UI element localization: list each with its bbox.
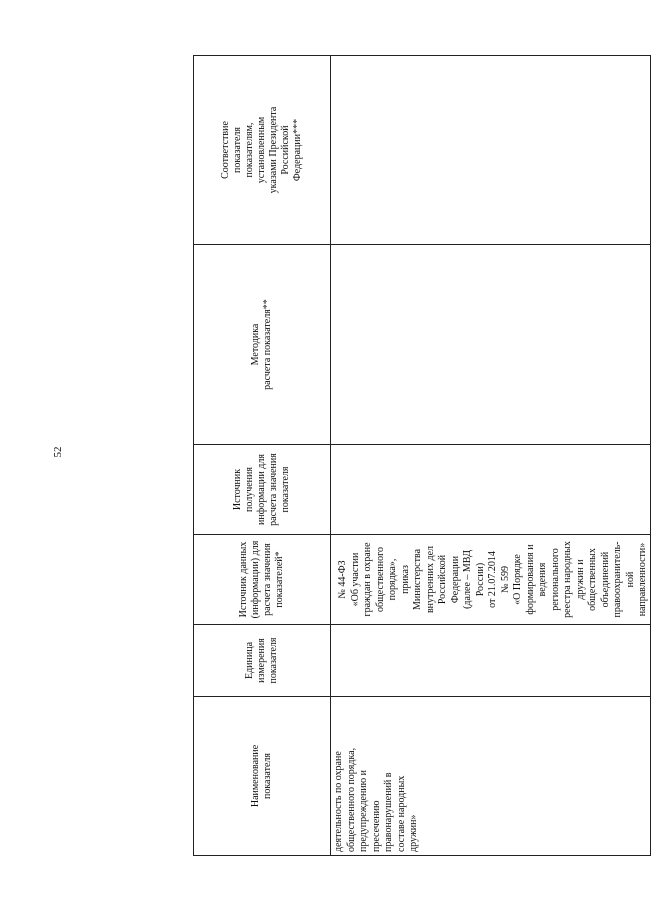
- text-line: измерения: [256, 638, 267, 683]
- header-unit: [194, 625, 331, 697]
- text-line: Российской: [280, 125, 291, 175]
- text-line: установленным: [256, 116, 267, 184]
- text-line: общественного порядка,: [345, 747, 357, 852]
- text-line: пресечению: [370, 800, 382, 852]
- text-line: № 599: [499, 565, 511, 594]
- text-line: внутренних дел: [424, 545, 436, 614]
- text-line: расчета значения: [268, 453, 279, 526]
- text-line: направленности»: [637, 542, 648, 617]
- header-info-source: [194, 445, 331, 535]
- text-line: правонарушений в: [383, 772, 394, 852]
- text-line: Федерации***: [292, 118, 303, 182]
- text-line: России): [474, 562, 486, 597]
- header-indicator-name: [194, 697, 331, 856]
- text-line: Наименование: [250, 744, 261, 808]
- text-line: № 44-ФЗ: [337, 560, 348, 599]
- indicator-table-rotated: [193, 56, 648, 856]
- text-line: ведения: [537, 562, 548, 597]
- text-line: показателя: [268, 637, 279, 684]
- text-line: (информации) для: [250, 540, 261, 619]
- text-line: предупреждению и: [358, 770, 369, 852]
- text-line: Источник: [232, 468, 243, 511]
- text-line: Методика: [250, 323, 261, 366]
- text-line: получения: [244, 467, 255, 512]
- cell-data-source: [331, 535, 651, 625]
- cell-calculation-method: [331, 245, 651, 445]
- text-line: приказ: [399, 565, 411, 594]
- text-line: ной: [624, 571, 636, 588]
- table-row: [331, 56, 651, 856]
- text-line: формирования и: [524, 544, 536, 615]
- text-line: реестра народных: [562, 541, 573, 618]
- text-line: дружин и: [574, 559, 586, 600]
- text-line: составе народных: [395, 775, 407, 852]
- text-line: показателя: [280, 466, 291, 513]
- header-presidential-compliance: [194, 56, 331, 245]
- text-line: правоохранитель-: [612, 541, 623, 618]
- page-number: 52: [52, 446, 64, 458]
- text-line: общественного: [374, 547, 386, 612]
- indicator-table: [193, 55, 651, 856]
- text-line: Федерации: [449, 555, 461, 604]
- text-line: информации для: [256, 454, 267, 525]
- text-line: указами Президента: [268, 106, 279, 194]
- text-line: порядка»,: [387, 558, 398, 601]
- text-line: регионального: [549, 548, 561, 611]
- text-line: Российской: [437, 554, 448, 605]
- text-line: показателей*: [274, 551, 285, 608]
- text-line: деятельность по охране: [333, 751, 344, 852]
- text-line: Источник данных: [238, 541, 249, 618]
- text-line: Единица: [244, 641, 255, 680]
- cell-unit: [331, 625, 651, 697]
- header-row: [194, 56, 331, 856]
- cell-info-source: [331, 445, 651, 535]
- text-line: расчета значения: [262, 543, 273, 616]
- header-calculation-method: [194, 245, 331, 445]
- header-data-source: [194, 535, 331, 625]
- text-line: «О Порядке: [512, 554, 523, 605]
- text-line: (далее – МВД: [462, 550, 473, 609]
- text-line: от 21.07.2014: [487, 551, 498, 608]
- text-line: показателя: [232, 126, 243, 174]
- text-line: показателя: [262, 752, 273, 800]
- text-line: общественных: [587, 548, 598, 611]
- text-line: Министерства: [412, 548, 423, 611]
- cell-presidential-compliance: [331, 56, 651, 245]
- text-line: объединений: [599, 551, 611, 608]
- text-line: дружин»: [408, 814, 419, 852]
- text-line: Соответствие: [220, 121, 231, 179]
- text-line: «Об участии: [349, 552, 361, 607]
- cell-indicator-name: [331, 697, 651, 856]
- text-line: расчета показателя**: [262, 299, 273, 390]
- text-line: граждан в охране: [362, 542, 373, 617]
- text-line: показателям,: [244, 122, 255, 178]
